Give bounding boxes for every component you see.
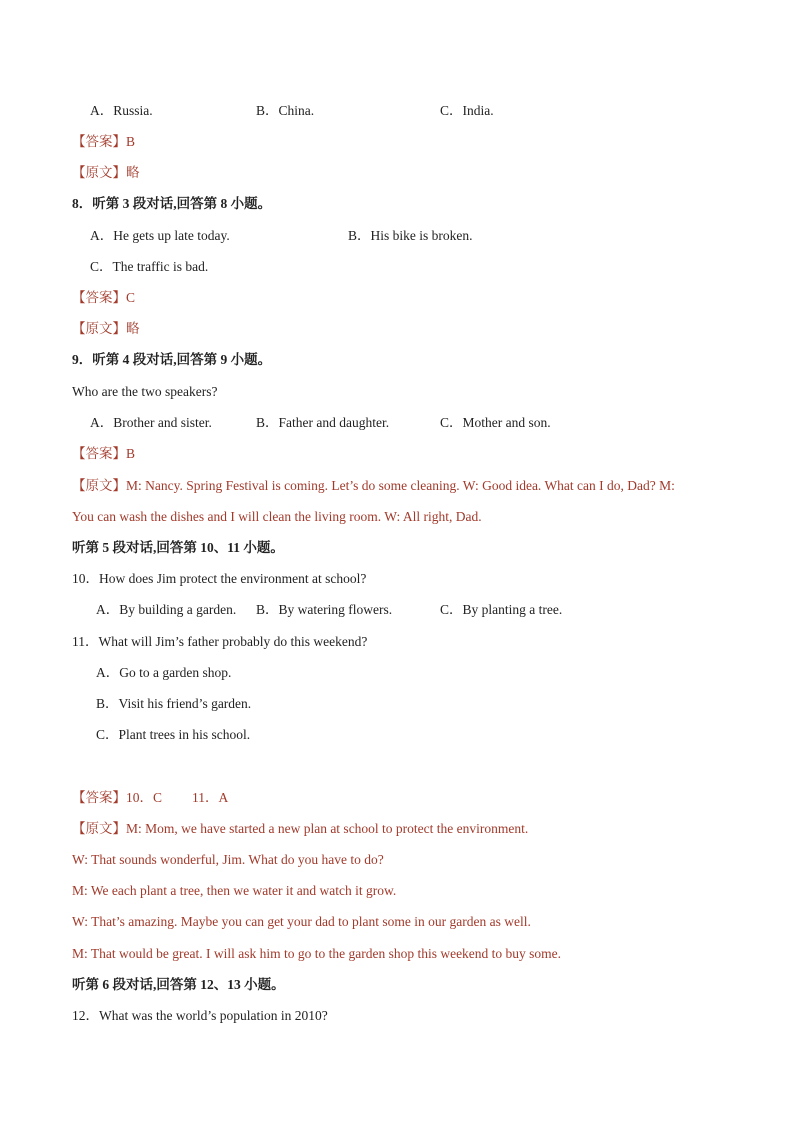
q8-option-b: B．His bike is broken. [348, 228, 473, 243]
q10-11-source-line5: M: That would be great. I will ask him to go to the garden shop this weekend to buy some. [72, 946, 562, 961]
q7-option-b: B．China. [256, 103, 315, 118]
q9-option-a: A．Brother and sister. [90, 415, 212, 430]
q9-answer [72, 445, 135, 463]
q11-option-c: C．Plant trees in his school. [96, 727, 251, 742]
q10-option-b: B．By watering flowers. [256, 602, 393, 617]
source-text: M: Mom, we have started a new plan at school to protect the environment. [126, 821, 529, 836]
q7-answer [72, 133, 135, 151]
source-label: 【原文】 [72, 165, 126, 180]
section6-title: 听第 6 段对话,回答第 12、13 小题。 [72, 977, 285, 992]
answer-value: B [126, 446, 136, 461]
answer-label: 【答案】 [72, 290, 126, 305]
q9-source [72, 477, 675, 495]
q9-title: 9．听第 4 段对话,回答第 9 小题。 [72, 352, 272, 367]
q10-11-answer [72, 789, 228, 807]
q11-option-b: B．Visit his friend’s garden. [96, 696, 252, 711]
q9-source-continued: You can wash the dishes and I will clean the living room. W: All right, Dad. [72, 509, 482, 524]
answer-label: 【答案】 [72, 134, 126, 149]
q9-question: Who are the two speakers? [72, 384, 218, 399]
answer-label: 【答案】 [72, 446, 126, 461]
source-label: 【原文】 [72, 821, 126, 836]
q7-option-c: C．India. [440, 103, 494, 118]
source-label: 【原文】 [72, 321, 126, 336]
answer-value: C [126, 290, 136, 305]
q7-option-a: A．Russia. [90, 103, 153, 118]
q7-source [72, 164, 140, 182]
q12-question: 12．What was the world’s population in 2010? [72, 1008, 328, 1023]
q8-option-a: A．He gets up late today. [90, 228, 230, 243]
source-text: 略 [126, 321, 140, 336]
q8-answer [72, 289, 135, 307]
q10-11-source-line2: W: That sounds wonderful, Jim. What do you have to do? [72, 852, 384, 867]
q10-11-source-line4: W: That’s amazing. Maybe you can get your dad to plant some in our garden as well. [72, 914, 531, 929]
q8-title: 8．听第 3 段对话,回答第 8 小题。 [72, 196, 272, 211]
source-text: 略 [126, 165, 140, 180]
q9-option-c: C．Mother and son. [440, 415, 551, 430]
q11-question: 11．What will Jim’s father probably do this weekend? [72, 634, 368, 649]
answer-value: B [126, 134, 136, 149]
q10-option-a: A．By building a garden. [96, 602, 237, 617]
section5-title: 听第 5 段对话,回答第 10、11 小题。 [72, 540, 284, 555]
answer-value-11: 11．A [192, 790, 229, 805]
q8-source [72, 320, 140, 338]
q9-option-b: B．Father and daughter. [256, 415, 390, 430]
answer-value-10: 10．C [126, 790, 163, 805]
q10-option-c: C．By planting a tree. [440, 602, 563, 617]
source-text: M: Nancy. Spring Festival is coming. Let’s do some cleaning. W: Good idea. What can I do, Dad? M: [126, 478, 675, 493]
answer-label: 【答案】 [72, 790, 126, 805]
source-label: 【原文】 [72, 478, 126, 493]
q11-option-a: A．Go to a garden shop. [96, 665, 232, 680]
q10-question: 10．How does Jim protect the environment at school? [72, 571, 367, 586]
q8-option-c: C．The traffic is bad. [90, 259, 209, 274]
q10-11-source [72, 820, 528, 838]
q10-11-source-line3: M: We each plant a tree, then we water it and watch it grow. [72, 883, 397, 898]
